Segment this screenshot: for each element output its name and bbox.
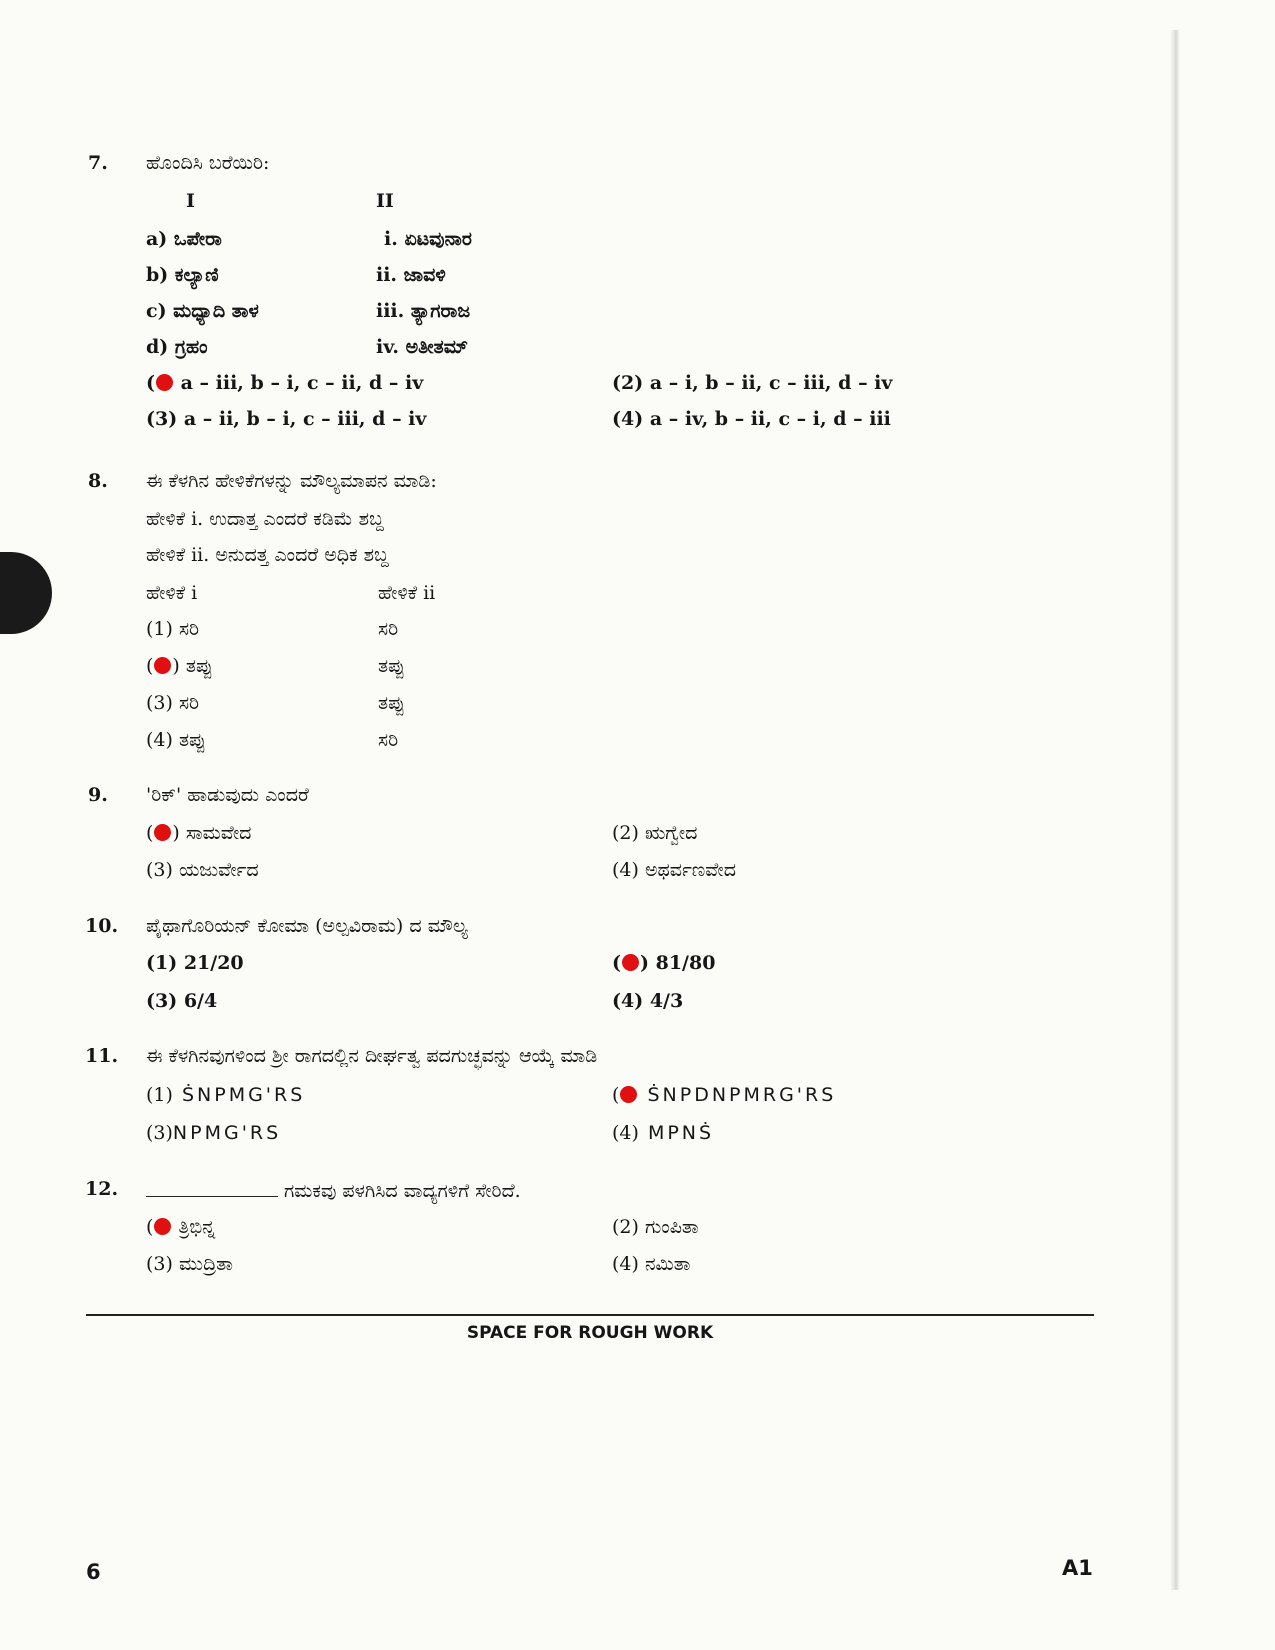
column-header-1: I: [186, 190, 195, 212]
option-text: MPNṠ: [638, 1122, 715, 1144]
option-4[interactable]: [146, 729, 206, 751]
column-header-1: ಹೇಳಿಕೆ i: [146, 582, 198, 604]
option-prefix: (4): [612, 1253, 639, 1275]
option-text: a – i, b – ii, c – iii, d – iv: [643, 372, 893, 394]
question-number: 12.: [85, 1178, 119, 1200]
answer-mark-icon: [154, 657, 171, 674]
match-right-item: ii. ಜಾವಳಿ: [376, 264, 446, 286]
question-stem: ಈ ಕೆಳಗಿನ ಹೇಳಿಕೆಗಳನ್ನು ಮೌಲ್ಯಮಾಪನ ಮಾಡಿ:: [146, 470, 437, 492]
option-text: ತಪ್ಪು: [172, 729, 206, 751]
option-1[interactable]: [146, 822, 251, 844]
option-prefix: (3): [146, 859, 173, 881]
option-text: ಅಥರ್ವಣವೇದ: [638, 859, 736, 881]
option-2[interactable]: [146, 655, 213, 677]
option-prefix: (3): [146, 990, 178, 1012]
option-2[interactable]: [612, 372, 892, 394]
option-4[interactable]: [612, 1122, 714, 1144]
answer-mark-icon: [620, 1086, 637, 1103]
option-3[interactable]: [146, 1122, 281, 1144]
option-prefix: (1): [146, 618, 173, 640]
option-prefix: (1): [146, 1084, 173, 1106]
option-text: ಋಗ್ವೇದ: [638, 822, 698, 844]
option-text: a – iii, b – i, c – ii, d – iv: [174, 372, 424, 394]
option-text: ಗುಂಪಿತಾ: [638, 1216, 699, 1238]
option-prefix: (2): [612, 1216, 639, 1238]
match-right-item: iii. ತ್ಯಾಗರಾಜ: [376, 300, 471, 322]
answer-mark-icon: [156, 374, 173, 391]
option-prefix: (2): [612, 372, 644, 394]
option-3[interactable]: [146, 692, 199, 714]
option-text: ತ್ರಿಭಿನ್ನ: [172, 1216, 216, 1238]
rough-work-label: SPACE FOR ROUGH WORK: [466, 1323, 714, 1343]
question-stem: ಗಮಕವು ಪಳಗಿಸಿದ ವಾದ್ಯಗಳಿಗೆ ಸೇರಿದೆ.: [284, 1180, 521, 1202]
option-4-col2: ಸರಿ: [378, 729, 399, 751]
option-4[interactable]: [612, 990, 683, 1012]
option-2[interactable]: [612, 822, 697, 844]
booklet-code: A1: [1062, 1556, 1093, 1580]
option-text: 21/20: [177, 952, 244, 974]
option-prefix: (1): [146, 952, 178, 974]
option-text: 4/3: [643, 990, 684, 1012]
option-1-col2: ಸರಿ: [378, 618, 399, 640]
option-3[interactable]: [146, 990, 217, 1012]
option-prefix: (3): [146, 1122, 173, 1144]
option-text: 6/4: [177, 990, 218, 1012]
question-stem-line: [146, 1178, 521, 1202]
answer-mark-icon: [622, 954, 639, 971]
option-3[interactable]: [146, 859, 259, 881]
option-1[interactable]: [146, 372, 423, 394]
option-prefix: (4): [612, 990, 644, 1012]
option-prefix: (4): [146, 729, 173, 751]
option-prefix: (: [146, 655, 154, 677]
option-prefix: (: [612, 1084, 620, 1106]
option-4[interactable]: [612, 408, 891, 430]
column-header-2: II: [376, 190, 394, 212]
statement: ಹೇಳಿಕೆ ii. ಅನುದತ್ತ ಎಂದರೆ ಅಧಿಕ ಶಬ್ದ: [146, 544, 389, 566]
option-text: ) ಸಾಮವೇದ: [172, 822, 252, 844]
question-stem: ಹೊಂದಿಸಿ ಬರೆಯಿರಿ:: [146, 152, 270, 174]
option-3[interactable]: [146, 1253, 233, 1275]
question-number: 11.: [85, 1045, 119, 1067]
option-text: ಮುದ್ರಿತಾ: [172, 1253, 233, 1275]
option-4[interactable]: [612, 1253, 690, 1275]
option-prefix: (: [146, 372, 155, 394]
question-number: 10.: [85, 915, 119, 937]
answer-mark-icon: [154, 824, 171, 841]
option-prefix: (: [146, 1216, 154, 1238]
match-right-item: iv. ಅತೀತಮ್: [376, 336, 468, 358]
section-divider: [86, 1314, 1094, 1316]
page-number: 6: [86, 1560, 101, 1584]
question-stem: ಪೈಥಾಗೊರಿಯನ್ ಕೋಮಾ (ಅಲ್ಪವಿರಾಮ) ದ ಮೌಲ್ಯ: [146, 915, 468, 937]
option-prefix: (4): [612, 859, 639, 881]
match-left-item: b) ಕಲ್ಯಾಣಿ: [146, 264, 219, 286]
option-text: ṠNPDNPMRG'RS: [638, 1084, 837, 1106]
option-prefix: (4): [612, 1122, 639, 1144]
statement: ಹೇಳಿಕೆ i. ಉದಾತ್ತ ಎಂದರೆ ಕಡಿಮೆ ಶಬ್ದ: [146, 508, 384, 530]
option-2[interactable]: [612, 1216, 699, 1238]
match-left-item: c) ಮಧ್ಯಾದಿ ತಾಳ: [146, 300, 259, 322]
option-text: NPMG'RS: [172, 1122, 282, 1144]
option-text: ) 81/80: [640, 952, 716, 974]
question-stem: ಈ ಕೆಳಗಿನವುಗಳಿಂದ ಶ್ರೀ ರಾಗದಲ್ಲಿನ ದೀರ್ಘತ್ವ ಪದಗುಚ್ಛವನ್ನು ಆಯ್ಕೆ ಮಾಡಿ: [146, 1045, 598, 1067]
fill-in-blank[interactable]: [146, 1178, 278, 1197]
option-1[interactable]: [146, 1216, 215, 1238]
match-left-item: d) ಗ್ರಹಂ: [146, 336, 208, 358]
question-stem: 'ರಿಕ್' ಹಾಡುವುದು ಎಂದರೆ: [146, 784, 309, 806]
option-prefix: (: [612, 952, 621, 974]
side-tab-marker: [0, 552, 52, 634]
option-prefix: (3): [146, 692, 173, 714]
match-right-item: i. ಏಟವುನಾರ: [384, 228, 472, 250]
option-text: ṠNPMG'RS: [172, 1084, 306, 1106]
option-text: ಸರಿ: [172, 692, 200, 714]
answer-mark-icon: [154, 1218, 171, 1235]
option-1[interactable]: [146, 952, 244, 974]
option-text: ) ತಪ್ಪು: [172, 655, 213, 677]
question-number: 8.: [88, 470, 108, 492]
option-prefix: (: [146, 822, 154, 844]
option-text: a – ii, b – i, c – iii, d – iv: [177, 408, 427, 430]
question-number: 9.: [88, 784, 108, 806]
option-prefix: (2): [612, 822, 639, 844]
option-4[interactable]: [612, 859, 736, 881]
option-1[interactable]: [146, 618, 199, 640]
page-edge-shadow: [1170, 30, 1180, 1590]
match-left-item: a) ಒಪೇರಾ: [146, 228, 222, 250]
option-text: a – iv, b – ii, c – i, d – iii: [643, 408, 891, 430]
option-text: ಸರಿ: [172, 618, 200, 640]
question-number: 7.: [88, 152, 108, 174]
option-3[interactable]: [146, 408, 426, 430]
option-text: ನಮಿತಾ: [638, 1253, 691, 1275]
option-2-col2: ತಪ್ಪು: [378, 655, 405, 677]
column-header-2: ಹೇಳಿಕೆ ii: [378, 582, 436, 604]
option-3-col2: ತಪ್ಪು: [378, 692, 405, 714]
option-text: ಯಜುರ್ವೇದ: [172, 859, 259, 881]
option-prefix: (3): [146, 408, 178, 430]
option-prefix: (4): [612, 408, 644, 430]
option-2[interactable]: [612, 1084, 836, 1106]
option-2[interactable]: [612, 952, 715, 974]
option-1[interactable]: [146, 1084, 305, 1106]
option-prefix: (3): [146, 1253, 173, 1275]
